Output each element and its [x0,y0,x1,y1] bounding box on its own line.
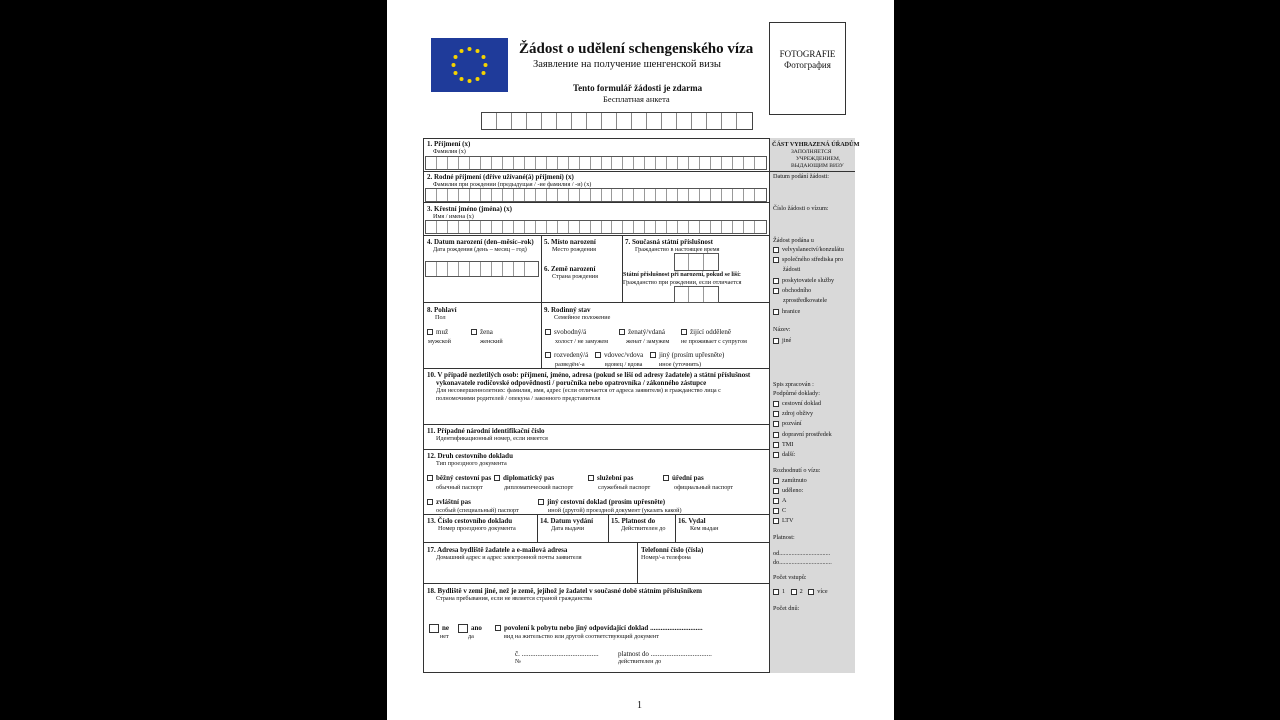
residence-no-ru: нет [440,633,449,640]
sex-male-ru: мужской [428,338,451,345]
residence-yes-checkbox[interactable]: ano [458,624,482,633]
field-9-label: 9. Rodinný stav [544,306,591,314]
field-13-label-ru: Номер проездного документа [438,525,516,532]
official-d2-checkbox[interactable]: zdroj obživy [773,410,813,418]
free-notice: Tento formulář žádosti je zdarma [573,83,703,93]
eu-flag-icon [431,38,508,92]
official-s4-checkbox[interactable]: obchodního [773,287,811,295]
field-8-label-ru: Пол [435,314,446,321]
field-18-label: 18. Bydliště v zemi jiné, než je země, jejíhož je žadatel v současné době státním příslušníkem [427,587,702,595]
field-1-label-ru: Фамилия (x) [433,148,466,155]
field-3-label-ru: Имя / имена (x) [433,213,474,220]
field-6-label: 6. Země narození [544,265,596,273]
official-d3-checkbox[interactable]: pozvání [773,420,802,428]
field-14-label-ru: Дата выдачи [551,525,585,532]
marital-separated-checkbox[interactable]: žijící odděleně [681,328,731,336]
marital-widowed-ru: вдовец / вдова [605,361,643,368]
official-date: Datum podání žádosti: [773,173,830,180]
field-11-label-ru: Идентификационный номер, если имеется [436,435,548,442]
field-16-label-ru: Кем выдан [690,525,719,532]
doc-diplomatic-checkbox[interactable]: diplomatický pas [494,474,554,482]
field-2-label-ru: Фамилия при рождении (предыдущая / -ие фамилия / -и) (x) [433,181,592,188]
residence-permit-checkbox[interactable]: povolení k pobytu nebo jiný odpovídající doklad .............................. [495,624,703,632]
doc-other-ru: иной (другой) проездной документ (указать какой) [548,507,682,514]
field-6-label-ru: Страна рождения [552,273,598,280]
permit-validity-field[interactable]: platnost do ................................... [618,650,712,658]
official-decision: Rozhodnutí o vízu: [773,467,821,474]
page-number: 1 [637,700,642,711]
marital-married-checkbox[interactable]: ženatý/vdaná [619,328,665,336]
field-17-label: 17. Adresa bydliště žadatele a e-mailová adresa [427,546,568,554]
field-11-label: 11. Případné národní identifikační číslo [427,427,545,435]
form-title-ru: Заявление на получение шенгенской визы [533,59,721,70]
field-15-label: 15. Platnost do [611,517,656,525]
official-d6-checkbox[interactable]: další: [773,451,795,459]
doc-ordinary-ru: обычный паспорт [436,484,483,491]
sex-male-checkbox[interactable]: muž [427,328,448,336]
application-number-boxes[interactable] [481,112,753,130]
surname-input[interactable] [425,156,767,170]
field-7-label: 7. Současná státní příslušnost [625,238,713,246]
official-header-ru-3: ВЫДАЮЩИМ ВИЗУ [791,163,844,169]
doc-special-ru: особый (специальный) паспорт [436,507,519,514]
field-15-label-ru: Действителен до [621,525,666,532]
official-header: ČÁST VYHRAZENÁ ÚŘADŮM [772,141,860,148]
marital-other-checkbox[interactable]: jiný (prosím upřesněte) [650,351,724,359]
official-submitted: Žádost podána u [773,237,814,244]
marital-other-ru: иное (уточнить) [659,361,702,368]
official-d1-checkbox[interactable]: cestovní doklad [773,400,821,408]
marital-single-checkbox[interactable]: svobodný/á [545,328,586,336]
official-v3-checkbox[interactable]: A [773,497,786,505]
marital-single-ru: холост / не замужем [555,338,609,345]
official-s2b: žádosti [783,266,801,273]
doc-official-checkbox[interactable]: úřední pas [663,474,704,482]
official-entries: Počet vstupů: [773,574,807,581]
official-d5-checkbox[interactable]: TMI [773,441,793,449]
permit-number-ru: № [515,658,521,665]
photo-label: FOTOGRAFIE [779,49,836,59]
field-10-label: 10. V případě nezletilých osob: příjmení, jméno, adresa (pokud se liší od adresy žadatele) a státní příslušnost [427,371,751,379]
doc-service-ru: служебный паспорт [598,484,651,491]
field-7-label-ru: Гражданство в настоящее время [635,246,720,253]
official-s3-checkbox[interactable]: poskytovatele služby [773,277,834,285]
residence-no-checkbox[interactable]: ne [429,624,449,633]
field-12-label: 12. Druh cestovního dokladu [427,452,513,460]
permit-validity-ru: действителен до [618,658,662,665]
field-14-label: 14. Datum vydání [540,517,594,525]
marital-separated-ru: не проживает с супругом [681,338,747,345]
marital-divorced-ru: разведён/-а [555,361,585,368]
official-v2-checkbox[interactable]: uděleno: [773,487,803,495]
sex-female-checkbox[interactable]: žena [471,328,493,336]
field-17b-label-ru: Номер/-а телефона [641,554,691,561]
marital-divorced-checkbox[interactable]: rozvedený/á [545,351,588,359]
official-from: od................................. [773,550,831,557]
field-17b-label: Telefonní číslo (čísla) [641,546,704,554]
free-notice-ru: Бесплатная анкета [603,94,670,104]
field-13-label: 13. Číslo cestovního dokladu [427,517,513,525]
doc-other-checkbox[interactable]: jiný cestovní doklad (prosím upřesněte) [538,498,665,506]
field-7b-label-ru: Гражданство при рождении, если отличается [623,279,742,286]
photo-label-ru: Фотография [784,60,831,70]
official-other-checkbox[interactable]: jiné [773,337,791,345]
permit-number-field[interactable]: č. ............................................ [515,650,599,658]
residence-yes-ru: да [468,633,474,640]
doc-official-ru: официальный паспорт [674,484,733,491]
field-10-label-ru: Для несовершеннолетних: фамилия, имя, адрес (если отличается от адреса заявителя) и гражданство лица с [436,387,721,394]
field-12-label-ru: Тип проездного документа [436,460,507,467]
birth-surname-input[interactable] [425,188,767,202]
official-handled: Spis zpracován : [773,381,814,388]
form-title: Žádost o udělení schengenského víza [519,41,754,57]
field-1-label: 1. Příjmení (x) [427,140,471,148]
marital-widowed-checkbox[interactable]: vdovec/vdova [595,351,643,359]
doc-service-checkbox[interactable]: služební pas [588,474,633,482]
field-5-label: 5. Místo narození [544,238,596,246]
official-docs: Podpůrné doklady: [773,390,820,397]
field-10-label-2: vykonavatele rodičovské odpovědnosti / poručníka nebo opatrovníka / zákonného zástupce [436,379,707,387]
field-5-label-ru: Место рождения [552,246,597,253]
photo-box [769,22,846,115]
field-17-label-ru: Домашний адрес и адрес электронной почты заявителя [436,554,582,561]
field-3-label: 3. Křestní jméno (jména) (x) [427,205,512,213]
official-name: Název: [773,326,791,333]
field-9-label-ru: Семейное положение [554,314,611,321]
official-s1-checkbox[interactable]: velvyslanectví/konzulátu [773,246,844,254]
official-v5-checkbox[interactable]: LTV [773,517,793,525]
field-2-label: 2. Rodné příjmení (dříve užívané(á) příjmení) (x) [427,173,574,181]
official-days: Počet dnů: [773,605,800,612]
official-v4-checkbox[interactable]: C [773,507,786,515]
official-s4b: zprostředkovatele [783,297,827,304]
official-header-ru-2: УЧРЕЖДЕНИЕМ, [796,156,841,162]
official-validity: Platnost: [773,534,795,541]
official-to: do.................................. [773,559,832,566]
nationality-input[interactable] [674,253,719,271]
field-4-label: 4. Datum narození (den–měsíc–rok) [427,238,534,246]
official-s5-checkbox[interactable]: hranice [773,308,800,316]
field-7b-label: Státní příslušnost při narození, pokud se liší: [623,271,741,278]
field-10-label-ru-2: полномочиями родителей / опекуна / законного представителя [436,395,601,402]
sex-female-ru: женский [480,338,503,345]
field-16-label: 16. Vydal [678,517,706,525]
official-header-ru-1: ЗАПОЛНЯЕТСЯ [791,149,832,155]
document-page [387,0,894,720]
field-4-label-ru: Дата рождения (день – месяц – год) [433,246,527,253]
field-8-label: 8. Pohlaví [427,306,457,314]
birth-date-input[interactable] [425,261,539,277]
doc-ordinary-checkbox[interactable]: běžný cestovní pas [427,474,491,482]
official-entries-options[interactable]: 1 2 více [773,588,828,596]
official-s2-checkbox[interactable]: společného střediska pro [773,256,843,264]
residence-permit-ru: вид на жительство или другой соответствующий документ [504,633,659,640]
birth-nationality-input[interactable] [674,286,719,303]
doc-special-checkbox[interactable]: zvláštní pas [427,498,471,506]
official-d4-checkbox[interactable]: dopravní prostředek [773,431,832,439]
field-18-label-ru: Страна пребывания, если не является страной гражданства [436,595,592,602]
first-name-input[interactable] [425,220,767,234]
official-number: Číslo žádosti o vízum: [773,205,829,212]
doc-diplomatic-ru: дипломатический паспорт [504,484,574,491]
marital-married-ru: женат / замужем [626,338,670,345]
official-v1-checkbox[interactable]: zamítnuto [773,477,807,485]
